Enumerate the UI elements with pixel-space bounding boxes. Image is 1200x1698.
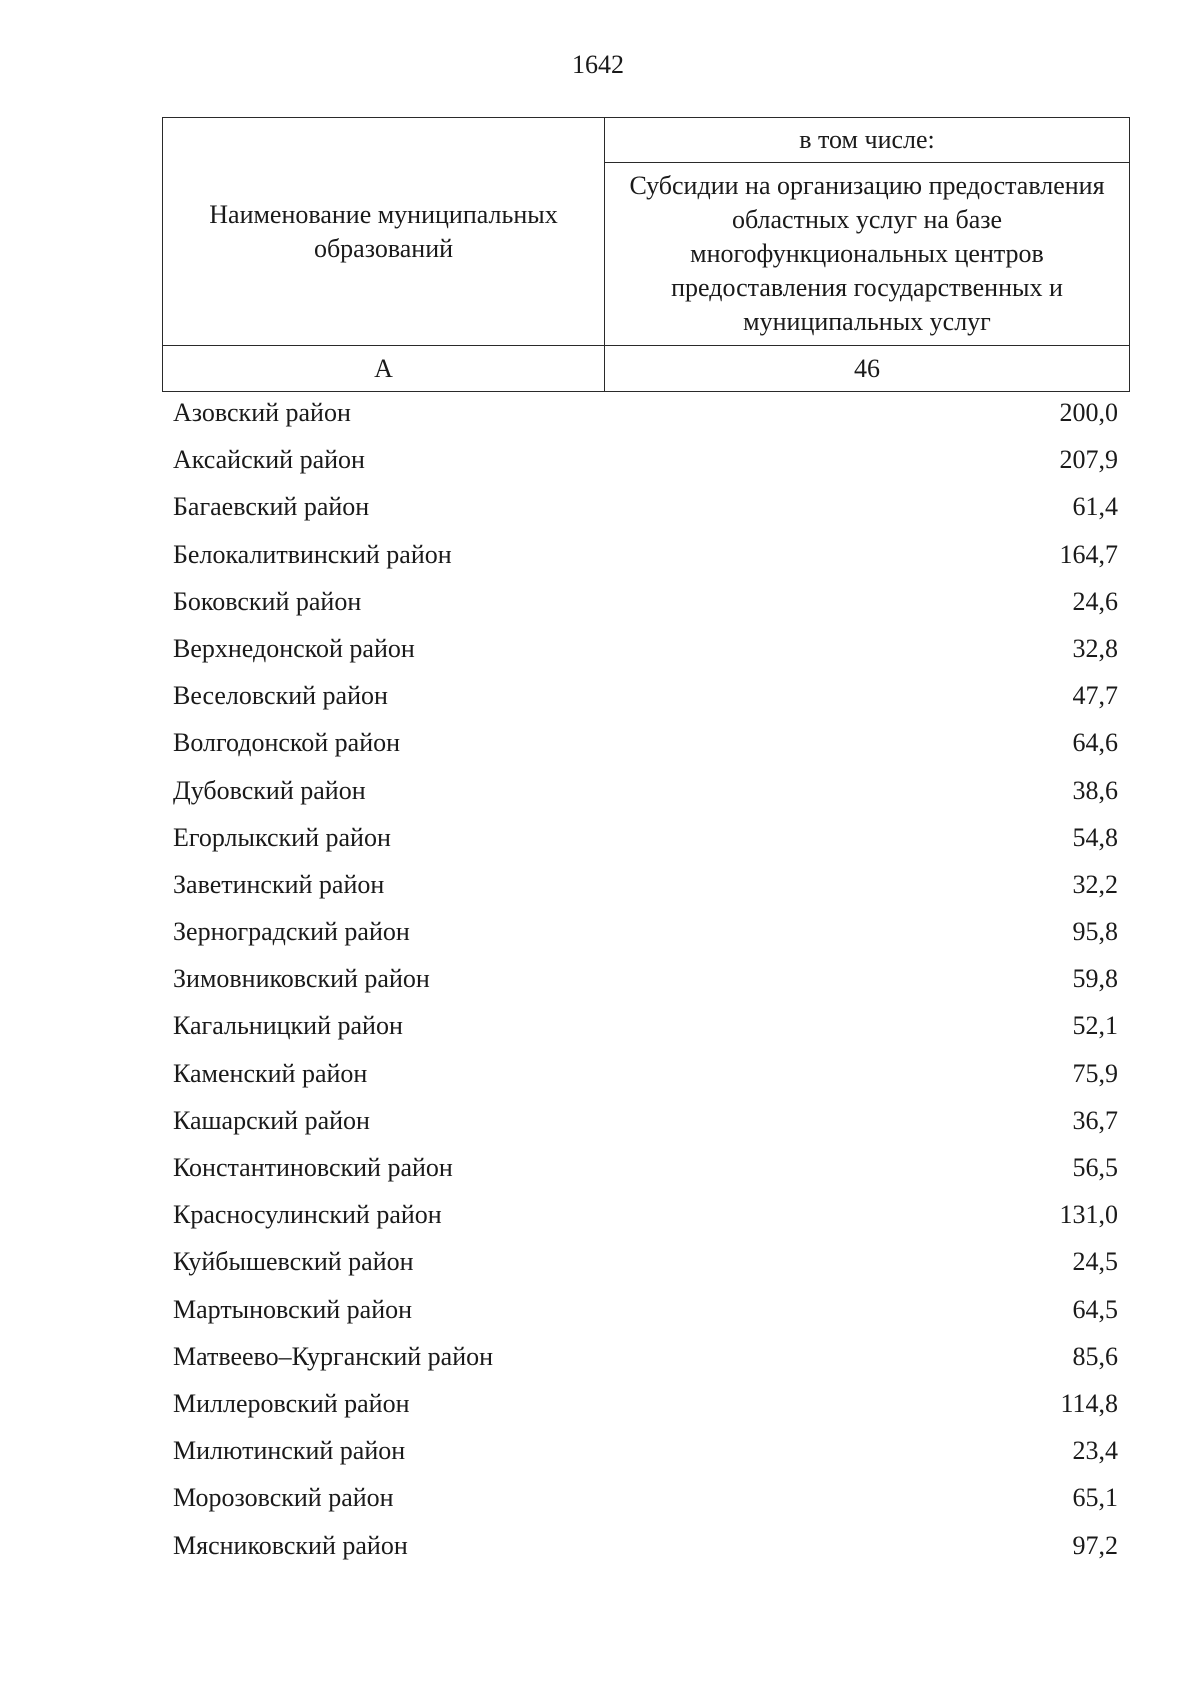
municipality-name: Морозовский район (173, 1483, 394, 1513)
table-row (0, 719, 1200, 766)
subsidy-value: 61,4 (1072, 492, 1118, 522)
subsidy-value: 59,8 (1072, 964, 1118, 994)
table-row (0, 1097, 1200, 1144)
subsidy-value: 47,7 (1072, 681, 1118, 711)
subsidy-value: 24,5 (1072, 1247, 1118, 1277)
table-row (0, 767, 1200, 814)
municipality-name: Миллеровский район (173, 1388, 410, 1418)
subsidy-value: 56,5 (1072, 1153, 1118, 1182)
subsidy-value: 97,2 (1072, 1530, 1118, 1560)
table-row (0, 625, 1200, 672)
municipality-name: Дубовский район (173, 775, 366, 805)
table-row (0, 672, 1200, 719)
subsidy-value: 32,8 (1072, 633, 1118, 663)
municipality-name: Кагальницкий район (173, 1011, 403, 1041)
subsidy-value: 95,8 (1072, 917, 1118, 947)
municipality-name: Зимовниковский район (173, 964, 430, 994)
table-row (0, 389, 1200, 436)
table-row (0, 1191, 1200, 1238)
subsidy-value: 114,8 (1060, 1388, 1118, 1418)
municipality-name: Заветинский район (173, 869, 385, 899)
subsidy-value: 200,0 (1059, 398, 1118, 427)
subsidy-value: 207,9 (1059, 445, 1118, 475)
table-row (0, 1474, 1200, 1521)
including-label: в том числе: (605, 118, 1130, 163)
table-row (0, 908, 1200, 955)
subsidy-value: 32,2 (1072, 869, 1118, 899)
subsidy-value: 85,6 (1072, 1341, 1118, 1371)
table-row (0, 955, 1200, 1002)
municipality-name: Зерноградский район (173, 917, 410, 947)
municipality-name: Веселовский район (173, 681, 388, 711)
subsidy-description: Субсидии на организацию предоставления областных услуг на базе многофункциональных центров предоставления государственных и муниципальных услуг (605, 163, 1130, 346)
subsidy-value: 54,8 (1072, 822, 1118, 852)
subsidy-value: 24,6 (1072, 586, 1118, 616)
municipality-name: Азовский район (173, 398, 351, 427)
table-row (0, 1333, 1200, 1380)
municipality-name: Верхнедонской район (173, 633, 415, 663)
subsidy-value: 131,0 (1059, 1200, 1118, 1230)
municipality-name: Мясниковский район (173, 1530, 408, 1560)
municipality-name: Мартыновский район (173, 1294, 413, 1324)
column-46-code: 46 (605, 346, 1130, 392)
table-row (0, 861, 1200, 908)
subsidy-value: 23,4 (1072, 1436, 1118, 1466)
table-body (0, 389, 1200, 1569)
table-row (0, 1002, 1200, 1049)
municipality-name: Милютинский район (173, 1436, 406, 1466)
table-row (0, 1522, 1200, 1569)
municipality-name: Кашарский район (173, 1105, 370, 1135)
subsidy-value: 75,9 (1072, 1058, 1118, 1088)
table-row (0, 436, 1200, 483)
municipality-name: Волгодонской район (173, 728, 401, 758)
municipality-name: Куйбышевский район (173, 1247, 414, 1277)
municipality-name: Матвеево–Курганский район (173, 1341, 494, 1371)
subsidy-value: 65,1 (1072, 1483, 1118, 1513)
column-a-code: А (163, 346, 605, 392)
table-row (0, 483, 1200, 530)
page-number: 1642 (572, 50, 624, 79)
subsidy-value: 64,5 (1072, 1294, 1118, 1324)
table-row (0, 1238, 1200, 1285)
municipality-name: Белокалитвинский район (173, 539, 452, 569)
table-row (0, 1380, 1200, 1427)
table-header (162, 117, 1130, 392)
table-row (0, 814, 1200, 861)
subsidy-value: 38,6 (1072, 775, 1118, 805)
municipality-name: Боковский район (173, 586, 362, 616)
column-a-title: Наименование муниципальных образований (163, 118, 605, 346)
subsidy-value: 64,6 (1072, 728, 1118, 758)
municipality-name: Красносулинский район (173, 1200, 442, 1230)
table-row (0, 531, 1200, 578)
table-row (0, 1286, 1200, 1333)
municipality-name: Константиновский район (173, 1153, 453, 1182)
table-row (0, 1427, 1200, 1474)
table-row (0, 1050, 1200, 1097)
municipality-name: Аксайский район (173, 445, 365, 475)
subsidy-value: 36,7 (1072, 1105, 1118, 1135)
municipality-name: Багаевский район (173, 492, 370, 522)
subsidy-value: 52,1 (1072, 1011, 1118, 1041)
municipality-name: Егорлыкский район (173, 822, 391, 852)
subsidy-value: 164,7 (1059, 539, 1118, 569)
table-row (0, 578, 1200, 625)
table-row (0, 1144, 1200, 1191)
municipality-name: Каменский район (173, 1058, 368, 1088)
